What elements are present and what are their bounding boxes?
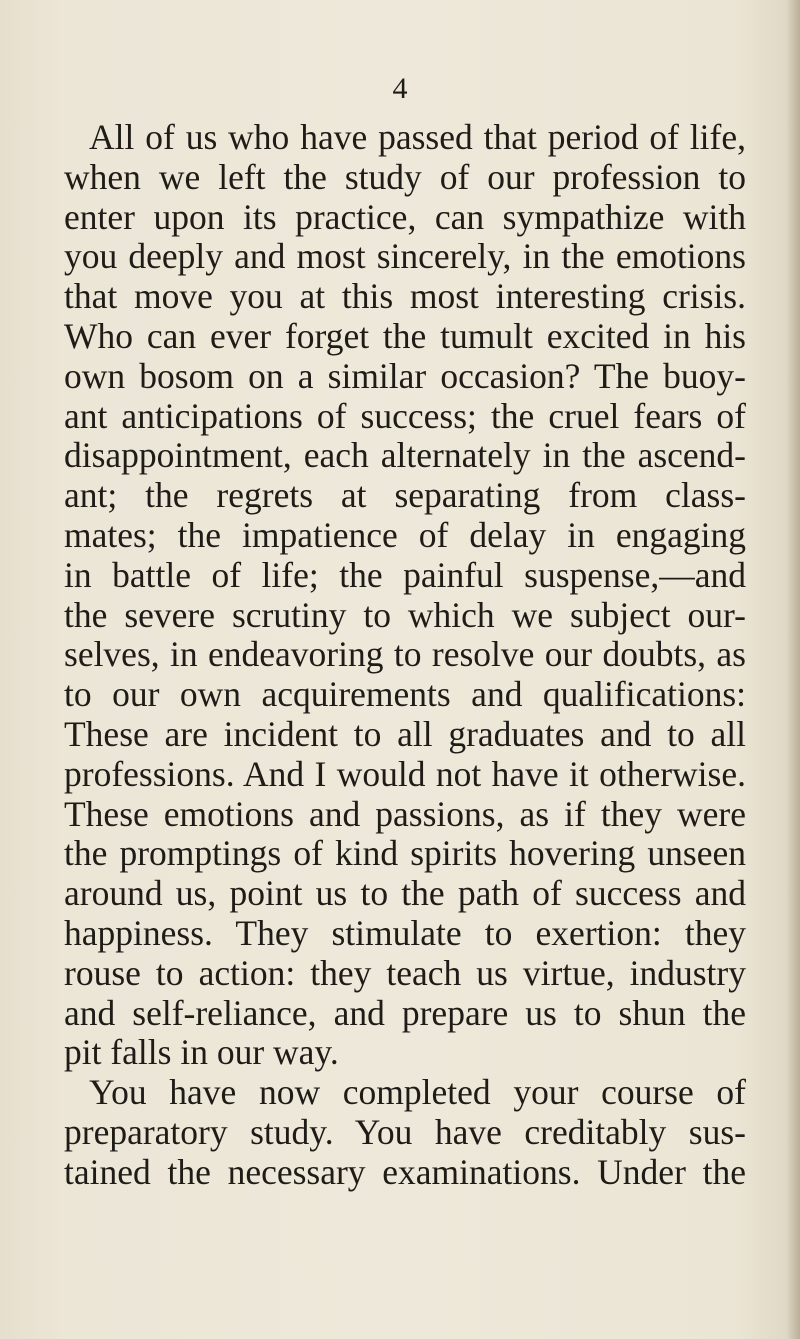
text-line: rouse to action: they teach us virtue, industry bbox=[64, 952, 746, 993]
body-text bbox=[64, 118, 746, 1193]
text-line: to our own acquirements and qualifications: bbox=[64, 674, 746, 715]
text-line: the severe scrutiny to which we subject our- bbox=[64, 594, 746, 635]
text-line: you deeply and most sincerely, in the emotions bbox=[64, 236, 746, 277]
text-line: All of us who have passed that period of life, bbox=[89, 117, 746, 157]
text-line: that move you at this most interesting crisis. bbox=[64, 276, 746, 317]
text-line: happiness. They stimulate to exertion: they bbox=[64, 912, 746, 953]
text-line: ant anticipations of success; the cruel fears of bbox=[64, 395, 746, 436]
text-line: in battle of life; the painful suspense,—and bbox=[64, 554, 746, 595]
text-line: the promptings of kind spirits hovering unseen bbox=[64, 833, 746, 874]
text-line: when we left the study of our profession to bbox=[64, 156, 746, 197]
text-line: You have now completed your course of bbox=[89, 1072, 746, 1113]
text-line: These are incident to all graduates and to all bbox=[64, 713, 746, 754]
text-line: selves, in endeavoring to resolve our doubts, as bbox=[64, 634, 746, 675]
text-line: pit falls in our way. bbox=[64, 1032, 339, 1073]
text-line: preparatory study. You have creditably sus- bbox=[64, 1111, 746, 1152]
text-line: ant; the regrets at separating from class- bbox=[64, 475, 746, 516]
text-line: professions. And I would not have it otherwise. bbox=[64, 753, 746, 794]
text-line: tained the necessary examinations. Under the bbox=[64, 1151, 746, 1192]
text-line: disappointment, each alternately in the ascend- bbox=[64, 435, 746, 476]
page-spine-shadow bbox=[786, 0, 800, 1339]
text-line: enter upon its practice, can sympathize with bbox=[64, 196, 746, 237]
text-line: around us, point us to the path of success and bbox=[64, 873, 746, 914]
page-number: 4 bbox=[392, 72, 408, 105]
text-line: mates; the impatience of delay in engaging bbox=[64, 514, 746, 555]
text-line: Who can ever forget the tumult excited in his bbox=[64, 315, 746, 356]
text-line: and self-reliance, and prepare us to shun the bbox=[64, 992, 746, 1033]
text-line: own bosom on a similar occasion? The buoy- bbox=[64, 355, 746, 396]
text-line: These emotions and passions, as if they were bbox=[64, 793, 746, 834]
